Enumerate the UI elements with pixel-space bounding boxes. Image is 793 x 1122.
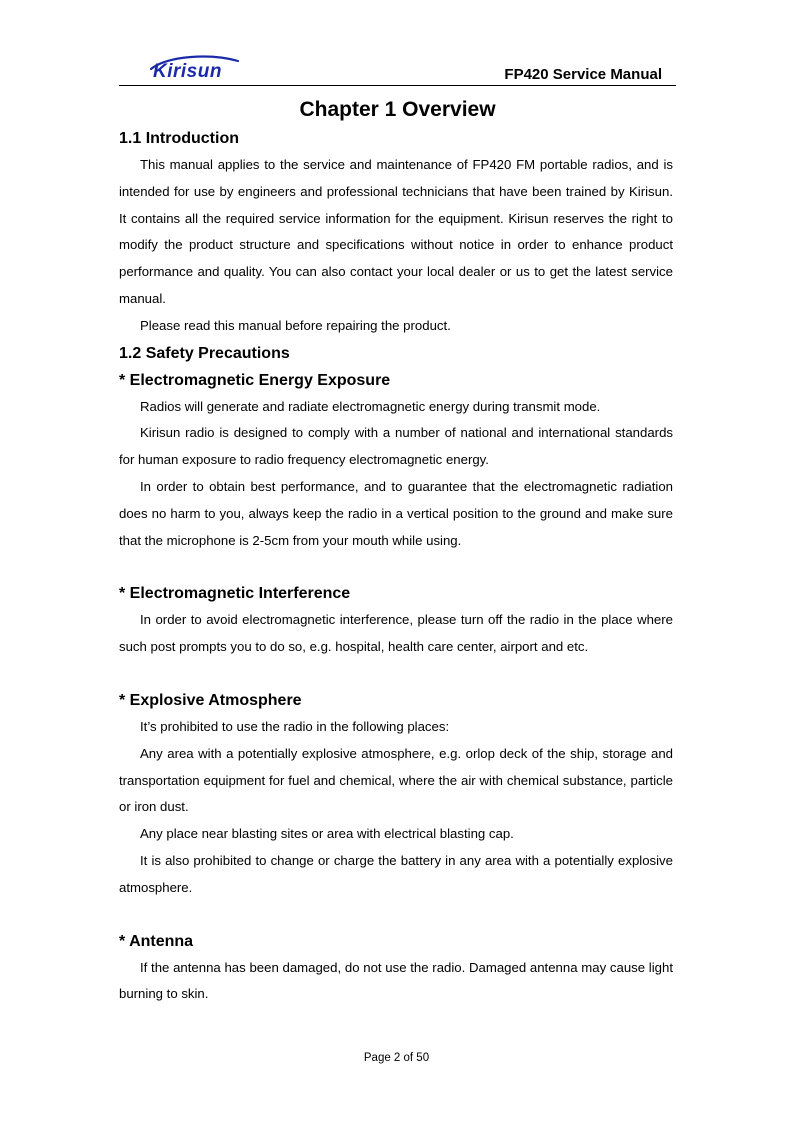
subheading-em-exposure: * Electromagnetic Energy Exposure — [119, 371, 391, 389]
explosive-paragraph-1: It’s prohibited to use the radio in the following places: — [140, 718, 450, 734]
explosive-paragraph-3: Any place near blasting sites or area with electrical blasting cap. — [140, 826, 514, 842]
explosive-paragraph-2: Any area with a potentially explosive atmosphere, e.g. orlop deck of the ship, storage and transportation equipment for fuel and chemical, where the air with chemical substance, particle or iron dust. — [119, 745, 673, 815]
page-number: Page 2 of 50 — [363, 1052, 430, 1064]
section-heading-safety: 1.2 Safety Precautions — [119, 344, 290, 362]
logo-wordmark: Kirisun — [153, 61, 222, 82]
intro-paragraph-2: Please read this manual before repairing the product. — [140, 317, 451, 333]
kirisun-logo — [148, 52, 240, 82]
intro-paragraph-1: This manual applies to the service and maintenance of FP420 FM portable radios, and is intended for use by engineers and professional technicians that have been trained by Kirisun. It contains all the required service information for the equipment. Kirisun reserves the right to modify the product structure and specifications without notice in order to enhance product performance and quality. You can also contact your local dealer or us to get the latest service manual. — [119, 157, 673, 306]
section-heading-introduction: 1.1 Introduction — [119, 130, 239, 147]
document-body — [119, 125, 673, 1008]
manual-title: FP420 Service Manual — [504, 66, 662, 83]
em-exposure-paragraph-1: Radios will generate and radiate electromagnetic energy during transmit mode. — [140, 398, 601, 414]
antenna-paragraph-1: If the antenna has been damaged, do not use the radio. Damaged antenna may cause light burning to skin. — [119, 959, 673, 1002]
spacer — [119, 902, 673, 928]
em-exposure-paragraph-3: In order to obtain best performance, and to guarantee that the electromagnetic radiation does no harm to you, always keep the radio in a vertical position to the ground and make sure that the microphone is 2-5cm from your mouth while using. — [119, 478, 673, 548]
chapter-title: Chapter 1 Overview — [299, 98, 496, 121]
header-divider — [119, 85, 676, 86]
explosive-paragraph-4: It is also prohibited to change or charge the battery in any area with a potentially explosive atmosphere. — [119, 852, 673, 895]
spacer — [119, 554, 673, 580]
subheading-antenna: * Antenna — [119, 932, 194, 950]
subheading-em-interference: * Electromagnetic Interference — [119, 585, 351, 603]
em-interference-paragraph-1: In order to avoid electromagnetic interference, please turn off the radio in the place where such post prompts you to do so, e.g. hospital, health care center, airport and etc. — [119, 612, 673, 655]
subheading-explosive: * Explosive Atmosphere — [119, 691, 302, 709]
em-exposure-paragraph-2: Kirisun radio is designed to comply with a number of national and international standards for human exposure to radio frequency electromagnetic energy. — [119, 425, 673, 468]
spacer — [119, 661, 673, 687]
